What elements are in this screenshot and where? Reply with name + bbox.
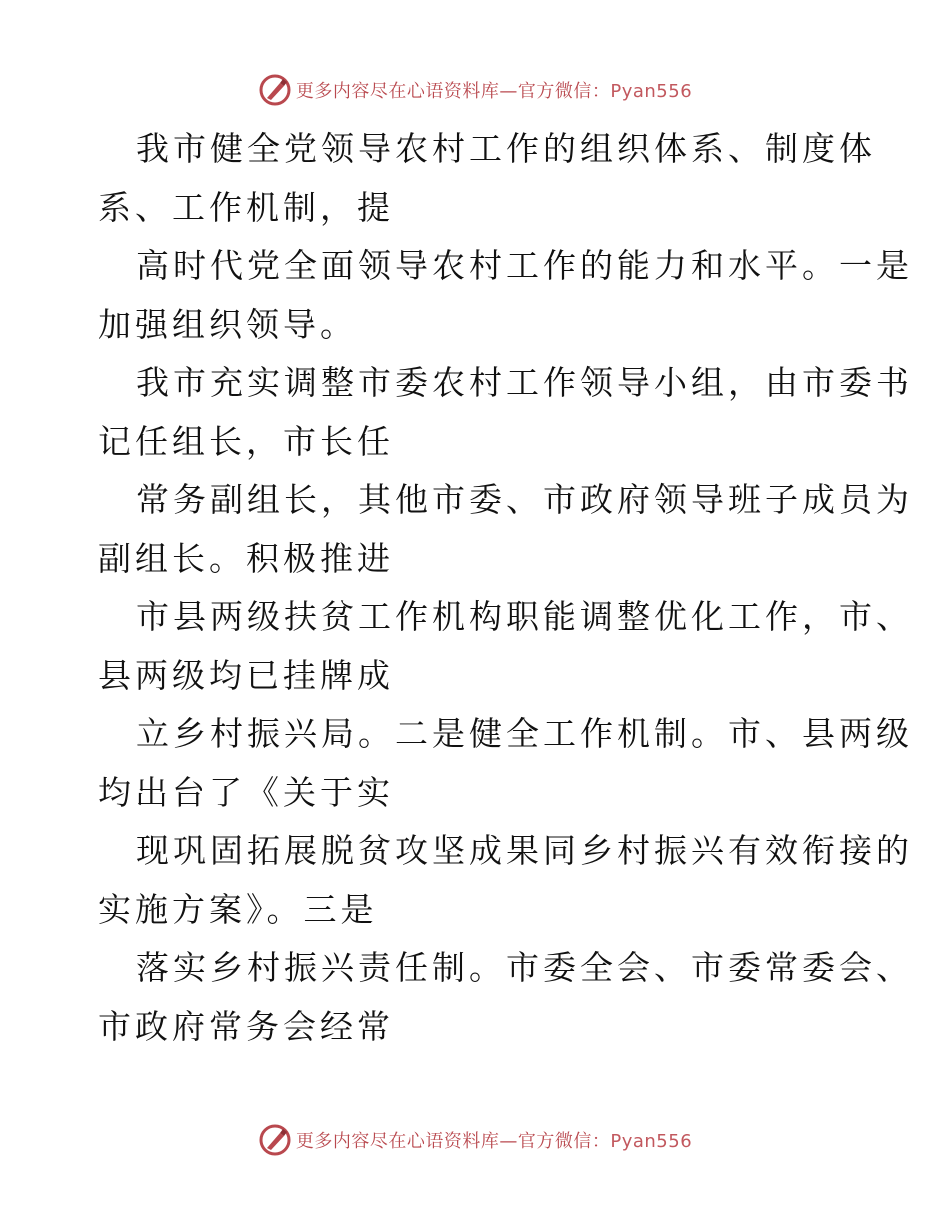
paragraph	[98, 120, 876, 237]
paragraph	[98, 471, 913, 588]
paragraph	[98, 237, 913, 354]
header-banner	[0, 70, 950, 110]
text-line: 市政府常务会经常	[98, 1006, 394, 1046]
text-line: 高时代党全面领导农村工作的能力和水平。一是	[136, 246, 913, 285]
banner-text: 更多内容尽在心语资料库—官方微信：Pyan556	[295, 81, 693, 102]
text-line: 实施方案》。三是	[98, 889, 378, 929]
paragraph	[98, 939, 913, 1056]
text-line: 系、工作机制，提	[98, 187, 394, 227]
text-line: 常务副组长，其他市委、市政府领导班子成员为	[136, 480, 913, 519]
banner-wechat-id: Pyan556	[610, 1131, 693, 1152]
text-line: 立乡村振兴局。二是健全工作机制。市、县两级	[136, 714, 913, 753]
banner-text: 更多内容尽在心语资料库—官方微信：Pyan556	[295, 1131, 693, 1152]
text-line: 我市充实调整市委农村工作领导小组，由市委书	[136, 363, 913, 402]
paragraph	[98, 588, 913, 705]
text-line: 均出台了《关于实	[98, 772, 394, 812]
text-line: 副组长。积极推进	[98, 538, 394, 578]
text-line: 我市健全党领导农村工作的组织体系、制度体	[136, 129, 876, 168]
text-line: 县两级均已挂牌成	[98, 655, 394, 695]
paragraph	[98, 354, 913, 471]
footer-banner	[0, 1120, 950, 1160]
paragraph	[98, 705, 913, 822]
pen-circle-logo-icon	[258, 73, 292, 107]
banner-wechat-id: Pyan556	[610, 81, 693, 102]
text-line: 市县两级扶贫工作机构职能调整优化工作，市、	[136, 597, 913, 636]
paragraph	[98, 822, 913, 939]
pen-circle-logo-icon	[258, 1123, 292, 1157]
text-line: 加强组织领导。	[98, 304, 357, 344]
text-line: 记任组长，市长任	[98, 421, 394, 461]
text-line: 现巩固拓展脱贫攻坚成果同乡村振兴有效衔接的	[136, 831, 913, 870]
text-line: 落实乡村振兴责任制。市委全会、市委常委会、	[136, 948, 913, 987]
document-body	[98, 120, 913, 1056]
